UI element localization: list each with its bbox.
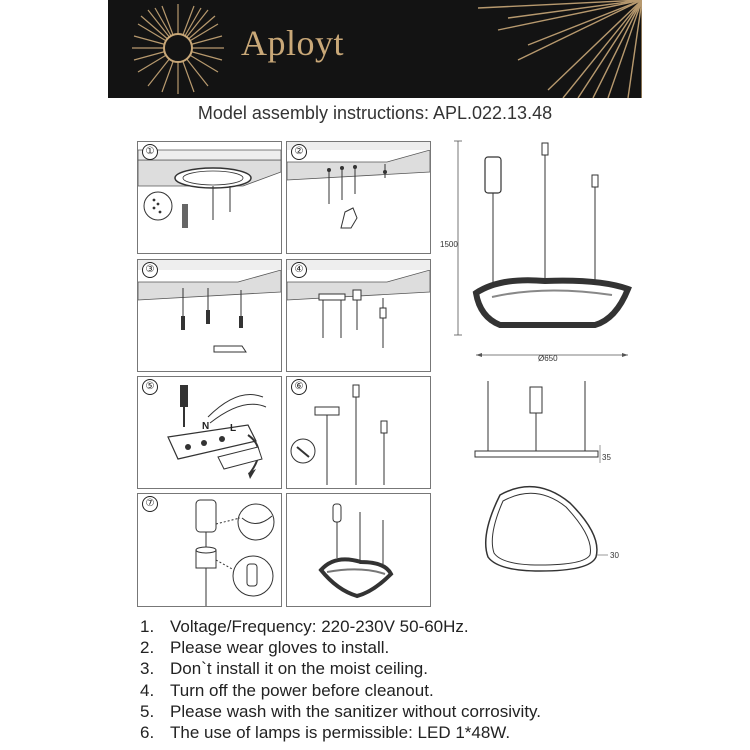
sunburst-decoration — [108, 0, 642, 98]
brand-banner — [108, 0, 642, 98]
finished-lamp-drawing — [287, 494, 430, 606]
step-number: ⑤ — [142, 379, 158, 395]
dimension-drawings — [440, 135, 640, 575]
width-dimension: 30 — [610, 551, 619, 560]
note-item: 3. Don`t install it on the moist ceiling. — [140, 659, 428, 679]
safety-notes-list — [140, 616, 541, 743]
wiring-terminal-drawing — [138, 377, 281, 488]
cable-adjust-drawing — [287, 377, 430, 488]
step-number: ③ — [142, 262, 158, 278]
ceiling-hole-drawing — [138, 142, 281, 253]
step-number: ④ — [291, 262, 307, 278]
anchor-screws-drawing — [138, 260, 281, 371]
step-4-panel — [286, 259, 431, 372]
step-8-panel — [286, 493, 431, 607]
step-7-panel — [137, 493, 282, 607]
height-dimension: 1500 — [440, 240, 458, 249]
step-6-panel — [286, 376, 431, 489]
step-3-panel — [137, 259, 282, 372]
brand-logo-text: Aployt — [241, 23, 345, 63]
note-item: 6. The use of lamps is permissible: LED 1*48W. — [140, 723, 511, 743]
diameter-dimension: Ø650 — [538, 354, 558, 363]
step-number: ① — [142, 144, 158, 160]
document-title: Model assembly instructions: APL.022.13.48 — [197, 103, 553, 123]
note-item: 4. Turn off the power before cleanout. — [140, 680, 434, 700]
note-item: 1. Voltage/Frequency: 220-230V 50-60Hz. — [140, 617, 469, 636]
neutral-wire-label: N — [202, 421, 210, 432]
step-1-panel — [137, 141, 282, 254]
ceiling-mount-drawing — [287, 142, 430, 253]
step-number: ⑦ — [142, 496, 158, 512]
step-2-panel — [286, 141, 431, 254]
canopy-cover-drawing — [138, 494, 281, 606]
bracket-install-drawing — [287, 260, 430, 371]
step-number: ⑥ — [291, 379, 307, 395]
note-item: 2. Please wear gloves to install. — [140, 638, 390, 658]
step-number: ② — [291, 144, 307, 160]
note-item: 5. Please wash with the sanitizer without corrosivity. — [140, 701, 542, 721]
live-wire-label: L — [230, 423, 237, 434]
thickness-dimension: 35 — [602, 453, 611, 462]
step-5-panel — [137, 376, 282, 489]
